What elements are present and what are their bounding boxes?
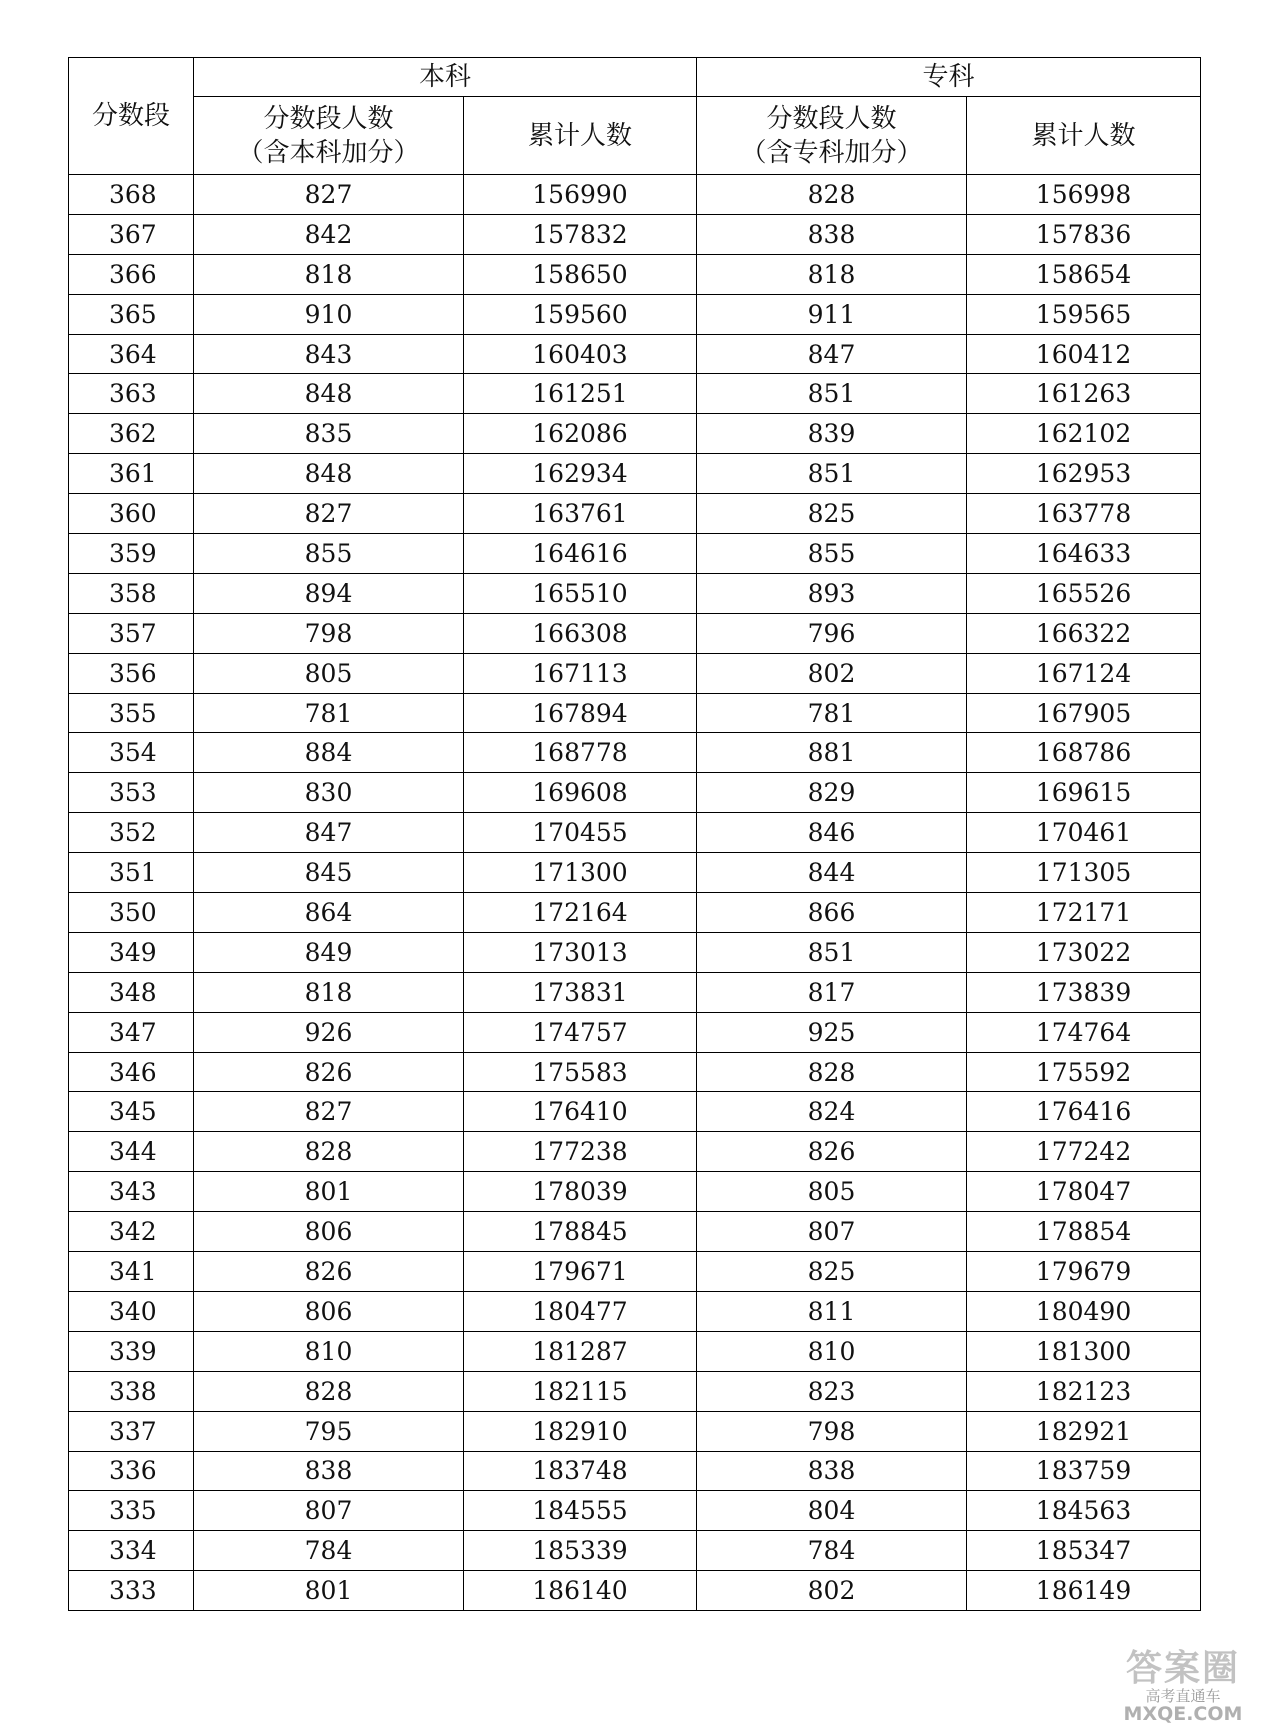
specialist-cumulative-cell: 168786 bbox=[967, 733, 1201, 773]
table-row bbox=[69, 813, 1201, 853]
specialist-count-cell: 839 bbox=[697, 414, 967, 454]
specialist-count-cell: 798 bbox=[697, 1411, 967, 1451]
table-row bbox=[69, 1252, 1201, 1292]
undergrad-cumulative-cell: 176410 bbox=[464, 1092, 697, 1132]
table-row bbox=[69, 1092, 1201, 1132]
specialist-cumulative-cell: 166322 bbox=[967, 613, 1201, 653]
score-cell: 340 bbox=[69, 1291, 194, 1331]
undergrad-cumulative-cell: 162934 bbox=[464, 454, 697, 494]
table-row bbox=[69, 374, 1201, 414]
undergrad-count-cell: 847 bbox=[194, 813, 464, 853]
score-cell: 359 bbox=[69, 534, 194, 574]
watermark-slogan: 高考直通车 bbox=[1145, 1687, 1221, 1705]
undergrad-cumulative-cell: 168778 bbox=[464, 733, 697, 773]
undergrad-count-cell: 828 bbox=[194, 1132, 464, 1172]
header-undergrad-cumulative: 累计人数 bbox=[464, 97, 697, 175]
specialist-count-cell: 911 bbox=[697, 294, 967, 334]
undergrad-cumulative-cell: 163761 bbox=[464, 494, 697, 534]
undergrad-count-cell: 801 bbox=[194, 1571, 464, 1611]
specialist-count-cell: 818 bbox=[697, 254, 967, 294]
undergrad-count-cell: 781 bbox=[194, 693, 464, 733]
specialist-cumulative-cell: 180490 bbox=[967, 1291, 1201, 1331]
undergrad-cumulative-cell: 173013 bbox=[464, 932, 697, 972]
score-cell: 336 bbox=[69, 1451, 194, 1491]
table-row bbox=[69, 254, 1201, 294]
undergrad-count-cell: 842 bbox=[194, 214, 464, 254]
undergrad-count-cell: 818 bbox=[194, 972, 464, 1012]
specialist-cumulative-cell: 169615 bbox=[967, 773, 1201, 813]
specialist-count-cell: 828 bbox=[697, 1052, 967, 1092]
score-cell: 337 bbox=[69, 1411, 194, 1451]
undergrad-cumulative-cell: 179671 bbox=[464, 1252, 697, 1292]
score-cell: 342 bbox=[69, 1212, 194, 1252]
header-specialist-cumulative: 累计人数 bbox=[967, 97, 1201, 175]
undergrad-cumulative-cell: 185339 bbox=[464, 1531, 697, 1571]
specialist-cumulative-cell: 186149 bbox=[967, 1571, 1201, 1611]
table-row bbox=[69, 1331, 1201, 1371]
undergrad-cumulative-cell: 182910 bbox=[464, 1411, 697, 1451]
specialist-count-cell: 851 bbox=[697, 932, 967, 972]
undergrad-count-cell: 828 bbox=[194, 1371, 464, 1411]
score-cell: 363 bbox=[69, 374, 194, 414]
specialist-cumulative-cell: 156998 bbox=[967, 175, 1201, 215]
specialist-count-cell: 804 bbox=[697, 1491, 967, 1531]
specialist-cumulative-cell: 161263 bbox=[967, 374, 1201, 414]
table-row bbox=[69, 334, 1201, 374]
header-specialist-count-line1: 分数段人数 bbox=[766, 103, 897, 134]
specialist-count-cell: 838 bbox=[697, 214, 967, 254]
specialist-count-cell: 893 bbox=[697, 573, 967, 613]
score-cell: 333 bbox=[69, 1571, 194, 1611]
undergrad-count-cell: 926 bbox=[194, 1012, 464, 1052]
undergrad-count-cell: 818 bbox=[194, 254, 464, 294]
undergrad-cumulative-cell: 160403 bbox=[464, 334, 697, 374]
specialist-count-cell: 838 bbox=[697, 1451, 967, 1491]
undergrad-count-cell: 806 bbox=[194, 1212, 464, 1252]
undergrad-count-cell: 830 bbox=[194, 773, 464, 813]
undergrad-cumulative-cell: 167894 bbox=[464, 693, 697, 733]
score-cell: 349 bbox=[69, 932, 194, 972]
specialist-count-cell: 828 bbox=[697, 175, 967, 215]
undergrad-cumulative-cell: 178845 bbox=[464, 1212, 697, 1252]
score-cell: 356 bbox=[69, 653, 194, 693]
table-row bbox=[69, 1172, 1201, 1212]
table-row bbox=[69, 573, 1201, 613]
undergrad-count-cell: 827 bbox=[194, 1092, 464, 1132]
specialist-cumulative-cell: 176416 bbox=[967, 1092, 1201, 1132]
score-cell: 341 bbox=[69, 1252, 194, 1292]
score-cell: 347 bbox=[69, 1012, 194, 1052]
specialist-cumulative-cell: 162102 bbox=[967, 414, 1201, 454]
undergrad-cumulative-cell: 170455 bbox=[464, 813, 697, 853]
score-cell: 366 bbox=[69, 254, 194, 294]
table-row bbox=[69, 414, 1201, 454]
score-cell: 357 bbox=[69, 613, 194, 653]
score-cell: 334 bbox=[69, 1531, 194, 1571]
specialist-count-cell: 844 bbox=[697, 853, 967, 893]
specialist-count-cell: 866 bbox=[697, 893, 967, 933]
score-cell: 344 bbox=[69, 1132, 194, 1172]
specialist-count-cell: 805 bbox=[697, 1172, 967, 1212]
table-row bbox=[69, 1491, 1201, 1531]
specialist-count-cell: 807 bbox=[697, 1212, 967, 1252]
undergrad-count-cell: 807 bbox=[194, 1491, 464, 1531]
table-body bbox=[69, 175, 1201, 1611]
table-row bbox=[69, 1132, 1201, 1172]
undergrad-cumulative-cell: 182115 bbox=[464, 1371, 697, 1411]
specialist-cumulative-cell: 167905 bbox=[967, 693, 1201, 733]
table-row bbox=[69, 932, 1201, 972]
undergrad-count-cell: 845 bbox=[194, 853, 464, 893]
table-row bbox=[69, 1212, 1201, 1252]
header-specialist-group: 专科 bbox=[697, 58, 1201, 97]
table-row bbox=[69, 613, 1201, 653]
undergrad-count-cell: 827 bbox=[194, 494, 464, 534]
header-undergrad-count-line2: （含本科加分） bbox=[237, 137, 420, 168]
undergrad-count-cell: 864 bbox=[194, 893, 464, 933]
table-row bbox=[69, 175, 1201, 215]
header-row-groups bbox=[69, 58, 1201, 97]
specialist-count-cell: 851 bbox=[697, 374, 967, 414]
undergrad-cumulative-cell: 169608 bbox=[464, 773, 697, 813]
table-row bbox=[69, 693, 1201, 733]
score-cell: 360 bbox=[69, 494, 194, 534]
specialist-count-cell: 825 bbox=[697, 494, 967, 534]
undergrad-cumulative-cell: 165510 bbox=[464, 573, 697, 613]
table-row bbox=[69, 1411, 1201, 1451]
undergrad-count-cell: 795 bbox=[194, 1411, 464, 1451]
undergrad-count-cell: 826 bbox=[194, 1052, 464, 1092]
score-cell: 343 bbox=[69, 1172, 194, 1212]
score-cell: 335 bbox=[69, 1491, 194, 1531]
specialist-count-cell: 825 bbox=[697, 1252, 967, 1292]
score-cell: 368 bbox=[69, 175, 194, 215]
watermark-domain: MXQE.COM bbox=[1123, 1703, 1243, 1725]
undergrad-count-cell: 884 bbox=[194, 733, 464, 773]
score-cell: 338 bbox=[69, 1371, 194, 1411]
specialist-cumulative-cell: 165526 bbox=[967, 573, 1201, 613]
undergrad-count-cell: 894 bbox=[194, 573, 464, 613]
table-row bbox=[69, 773, 1201, 813]
specialist-count-cell: 817 bbox=[697, 972, 967, 1012]
specialist-count-cell: 847 bbox=[697, 334, 967, 374]
undergrad-cumulative-cell: 173831 bbox=[464, 972, 697, 1012]
undergrad-cumulative-cell: 158650 bbox=[464, 254, 697, 294]
specialist-cumulative-cell: 160412 bbox=[967, 334, 1201, 374]
undergrad-cumulative-cell: 161251 bbox=[464, 374, 697, 414]
undergrad-cumulative-cell: 162086 bbox=[464, 414, 697, 454]
specialist-cumulative-cell: 172171 bbox=[967, 893, 1201, 933]
specialist-cumulative-cell: 164633 bbox=[967, 534, 1201, 574]
specialist-count-cell: 810 bbox=[697, 1331, 967, 1371]
specialist-cumulative-cell: 182123 bbox=[967, 1371, 1201, 1411]
undergrad-count-cell: 835 bbox=[194, 414, 464, 454]
specialist-count-cell: 881 bbox=[697, 733, 967, 773]
specialist-cumulative-cell: 159565 bbox=[967, 294, 1201, 334]
specialist-cumulative-cell: 181300 bbox=[967, 1331, 1201, 1371]
watermark-logo bbox=[1108, 1650, 1258, 1724]
specialist-cumulative-cell: 162953 bbox=[967, 454, 1201, 494]
specialist-cumulative-cell: 183759 bbox=[967, 1451, 1201, 1491]
specialist-count-cell: 826 bbox=[697, 1132, 967, 1172]
undergrad-count-cell: 801 bbox=[194, 1172, 464, 1212]
specialist-cumulative-cell: 171305 bbox=[967, 853, 1201, 893]
undergrad-cumulative-cell: 177238 bbox=[464, 1132, 697, 1172]
specialist-count-cell: 781 bbox=[697, 693, 967, 733]
undergrad-cumulative-cell: 171300 bbox=[464, 853, 697, 893]
undergrad-count-cell: 910 bbox=[194, 294, 464, 334]
specialist-cumulative-cell: 173022 bbox=[967, 932, 1201, 972]
specialist-count-cell: 855 bbox=[697, 534, 967, 574]
specialist-count-cell: 851 bbox=[697, 454, 967, 494]
table-row bbox=[69, 653, 1201, 693]
score-cell: 345 bbox=[69, 1092, 194, 1132]
specialist-count-cell: 925 bbox=[697, 1012, 967, 1052]
table-row bbox=[69, 1012, 1201, 1052]
undergrad-count-cell: 848 bbox=[194, 454, 464, 494]
header-specialist-count bbox=[697, 97, 967, 175]
undergrad-cumulative-cell: 186140 bbox=[464, 1571, 697, 1611]
score-cell: 362 bbox=[69, 414, 194, 454]
specialist-count-cell: 796 bbox=[697, 613, 967, 653]
specialist-cumulative-cell: 185347 bbox=[967, 1531, 1201, 1571]
specialist-count-cell: 811 bbox=[697, 1291, 967, 1331]
specialist-cumulative-cell: 177242 bbox=[967, 1132, 1201, 1172]
watermark-logo-text: 答案圈 bbox=[1125, 1648, 1240, 1689]
undergrad-count-cell: 784 bbox=[194, 1531, 464, 1571]
specialist-count-cell: 824 bbox=[697, 1092, 967, 1132]
score-cell: 354 bbox=[69, 733, 194, 773]
specialist-cumulative-cell: 174764 bbox=[967, 1012, 1201, 1052]
undergrad-count-cell: 848 bbox=[194, 374, 464, 414]
score-cell: 361 bbox=[69, 454, 194, 494]
score-cell: 348 bbox=[69, 972, 194, 1012]
specialist-count-cell: 802 bbox=[697, 1571, 967, 1611]
score-cell: 353 bbox=[69, 773, 194, 813]
specialist-cumulative-cell: 178047 bbox=[967, 1172, 1201, 1212]
undergrad-cumulative-cell: 157832 bbox=[464, 214, 697, 254]
score-cell: 364 bbox=[69, 334, 194, 374]
score-cell: 365 bbox=[69, 294, 194, 334]
undergrad-count-cell: 805 bbox=[194, 653, 464, 693]
header-specialist-count-line2: （含专科加分） bbox=[740, 137, 923, 168]
undergrad-count-cell: 826 bbox=[194, 1252, 464, 1292]
specialist-cumulative-cell: 178854 bbox=[967, 1212, 1201, 1252]
undergrad-cumulative-cell: 184555 bbox=[464, 1491, 697, 1531]
table-row bbox=[69, 1571, 1201, 1611]
header-row-columns bbox=[69, 97, 1201, 175]
undergrad-count-cell: 827 bbox=[194, 175, 464, 215]
undergrad-count-cell: 855 bbox=[194, 534, 464, 574]
score-cell: 350 bbox=[69, 893, 194, 933]
table-row bbox=[69, 1531, 1201, 1571]
header-undergrad-count-line1: 分数段人数 bbox=[263, 103, 394, 134]
specialist-cumulative-cell: 173839 bbox=[967, 972, 1201, 1012]
score-cell: 352 bbox=[69, 813, 194, 853]
table-row bbox=[69, 294, 1201, 334]
header-score: 分数段 bbox=[69, 58, 194, 175]
specialist-count-cell: 829 bbox=[697, 773, 967, 813]
score-cell: 351 bbox=[69, 853, 194, 893]
score-cell: 358 bbox=[69, 573, 194, 613]
table-row bbox=[69, 214, 1201, 254]
undergrad-count-cell: 838 bbox=[194, 1451, 464, 1491]
undergrad-count-cell: 798 bbox=[194, 613, 464, 653]
undergrad-cumulative-cell: 156990 bbox=[464, 175, 697, 215]
header-undergrad-count bbox=[194, 97, 464, 175]
undergrad-cumulative-cell: 167113 bbox=[464, 653, 697, 693]
specialist-count-cell: 784 bbox=[697, 1531, 967, 1571]
undergrad-cumulative-cell: 180477 bbox=[464, 1291, 697, 1331]
table-row bbox=[69, 893, 1201, 933]
specialist-cumulative-cell: 184563 bbox=[967, 1491, 1201, 1531]
table-row bbox=[69, 1052, 1201, 1092]
specialist-cumulative-cell: 182921 bbox=[967, 1411, 1201, 1451]
undergrad-cumulative-cell: 172164 bbox=[464, 893, 697, 933]
undergrad-count-cell: 843 bbox=[194, 334, 464, 374]
table-row bbox=[69, 454, 1201, 494]
score-cell: 367 bbox=[69, 214, 194, 254]
table-row bbox=[69, 972, 1201, 1012]
specialist-cumulative-cell: 167124 bbox=[967, 653, 1201, 693]
specialist-count-cell: 846 bbox=[697, 813, 967, 853]
undergrad-cumulative-cell: 164616 bbox=[464, 534, 697, 574]
undergrad-count-cell: 806 bbox=[194, 1291, 464, 1331]
specialist-cumulative-cell: 170461 bbox=[967, 813, 1201, 853]
table-row bbox=[69, 733, 1201, 773]
undergrad-cumulative-cell: 183748 bbox=[464, 1451, 697, 1491]
table-row bbox=[69, 534, 1201, 574]
specialist-cumulative-cell: 157836 bbox=[967, 214, 1201, 254]
specialist-cumulative-cell: 175592 bbox=[967, 1052, 1201, 1092]
score-cell: 346 bbox=[69, 1052, 194, 1092]
score-cell: 339 bbox=[69, 1331, 194, 1371]
specialist-count-cell: 823 bbox=[697, 1371, 967, 1411]
undergrad-cumulative-cell: 181287 bbox=[464, 1331, 697, 1371]
specialist-cumulative-cell: 179679 bbox=[967, 1252, 1201, 1292]
undergrad-cumulative-cell: 178039 bbox=[464, 1172, 697, 1212]
specialist-cumulative-cell: 158654 bbox=[967, 254, 1201, 294]
undergrad-cumulative-cell: 175583 bbox=[464, 1052, 697, 1092]
undergrad-cumulative-cell: 174757 bbox=[464, 1012, 697, 1052]
header-undergrad-group: 本科 bbox=[194, 58, 697, 97]
table-row bbox=[69, 1291, 1201, 1331]
table-row bbox=[69, 1451, 1201, 1491]
table-row bbox=[69, 1371, 1201, 1411]
specialist-count-cell: 802 bbox=[697, 653, 967, 693]
undergrad-cumulative-cell: 159560 bbox=[464, 294, 697, 334]
specialist-cumulative-cell: 163778 bbox=[967, 494, 1201, 534]
table-row bbox=[69, 494, 1201, 534]
undergrad-cumulative-cell: 166308 bbox=[464, 613, 697, 653]
score-distribution-table bbox=[68, 57, 1201, 1611]
undergrad-count-cell: 849 bbox=[194, 932, 464, 972]
table-row bbox=[69, 853, 1201, 893]
score-cell: 355 bbox=[69, 693, 194, 733]
undergrad-count-cell: 810 bbox=[194, 1331, 464, 1371]
